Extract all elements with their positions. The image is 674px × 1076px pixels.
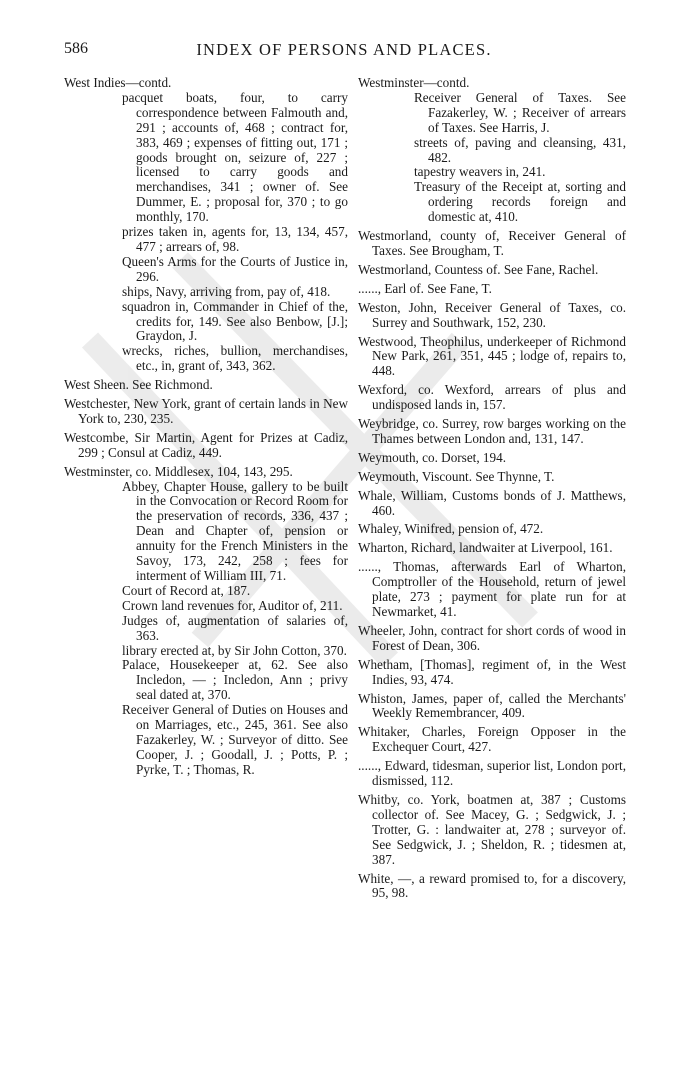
- index-subentry: Palace, Housekeeper at, 62. See also Incledon, — ; Incledon, Ann ; privy seal dated at, 370.: [122, 657, 348, 703]
- index-entry: Whetham, [Thomas], regiment of, in the West Indies, 93, 474.: [358, 656, 626, 687]
- index-subentry: squadron in, Commander in Chief of the, credits for, 149. See also Benbow, [J.]; Graydon, J.: [122, 298, 348, 344]
- index-entry: Westmorland, county of, Receiver General of Taxes. See Brougham, T.: [358, 228, 626, 258]
- index-entry: Westwood, Theophilus, underkeeper of Richmond New Park, 261, 351, 445 ; lodge of, repairs to, 448.: [358, 333, 626, 379]
- index-subentry: pacquet boats, four, to carry correspondence between Falmouth and, 291 ; accounts of, 468 ; contract for, 383, 469 ; expenses of fitting out, 171 ; goods brought on, seizure of, 227 ; licensed to carry goods and merchandises, 341 ; owner of. See Dummer, E. ; proposal for, 370 ; to go monthly, 170.: [122, 89, 348, 225]
- index-subentry: ships, Navy, arriving from, pay of, 418.: [122, 283, 331, 299]
- index-entry: Westchester, New York, grant of certain lands in New York to, 230, 235.: [64, 396, 348, 426]
- index-entry: Whitby, co. York, boatmen at, 387 ; Customs collector of. See Macey, G. ; Sedgwick, J. ; Trotter, G. : landwaiter at, 278 ; surveyor of. See Sedgwick, J. ; Sheldon, R. ; tidesmen at, 387.: [358, 791, 626, 867]
- index-subentry: tapestry weavers in, 241.: [414, 164, 546, 180]
- index-entry: Whale, William, Customs bonds of J. Matthews, 460.: [358, 487, 626, 518]
- index-entry: Weybridge, co. Surrey, row barges working on the Thames between London and, 131, 147.: [358, 416, 626, 446]
- index-entry: Whaley, Winifred, pension of, 472.: [358, 521, 544, 537]
- index-entry: Whiston, James, paper of, called the Merchants' Weekly Remembrancer, 409.: [358, 690, 626, 721]
- index-entry: Weymouth, Viscount. See Thynne, T.: [358, 468, 555, 484]
- index-entry: ......, Thomas, afterwards Earl of Wharton, Comptroller of the Household, return of jewel plate, 273 ; payment for plate run for at Newmarket, 41.: [358, 559, 626, 619]
- index-entry: ......, Edward, tidesman, superior list, London port, dismissed, 112.: [358, 758, 626, 789]
- index-entry: Weston, John, Receiver General of Taxes, co. Surrey and Southwark, 152, 230.: [358, 299, 626, 330]
- page-title: INDEX OF PERSONS AND PLACES.: [196, 40, 492, 59]
- index-entry: ......, Earl of. See Fane, T.: [358, 280, 492, 296]
- index-subentry: Queen's Arms for the Courts of Justice in, 296.: [122, 253, 348, 284]
- index-subentry: Receiver General of Duties on Houses and on Marriages, etc., 245, 361. See also Fazakerley, W. ; Surveyor of ditto. See Cooper, J. ; Goodall, J. ; Potts, P. ; Pyrke, T. ; Thomas, R.: [122, 702, 348, 777]
- index-entry: Wexford, co. Wexford, arrears of plus and undisposed lands in, 157.: [358, 382, 626, 413]
- index-entry: White, —, a reward promised to, for a discovery, 95, 98.: [358, 870, 626, 901]
- right-index-column: [358, 76, 626, 901]
- index-entry: West Indies—contd.: [64, 75, 172, 90]
- page-header: [64, 40, 624, 60]
- left-index-column: [64, 76, 348, 778]
- index-subentry: prizes taken in, agents for, 13, 134, 457, 477 ; arrears of, 98.: [122, 224, 348, 254]
- page-number: 586: [64, 40, 88, 57]
- index-entry: Westminster, co. Middlesex, 104, 143, 295.: [64, 463, 293, 479]
- index-entry: Wharton, Richard, landwaiter at Liverpool, 161.: [358, 540, 613, 556]
- index-entry: West Sheen. See Richmond.: [64, 377, 213, 393]
- index-subentry: Court of Record at, 187.: [122, 582, 251, 598]
- index-subentry: Crown land revenues for, Auditor of, 211.: [122, 597, 343, 613]
- index-subentry: Receiver General of Taxes. See Fazakerley, W. ; Receiver of arrears of Taxes. See Harris, J.: [414, 89, 626, 135]
- index-entry: Whitaker, Charles, Foreign Opposer in the Exchequer Court, 427.: [358, 724, 626, 755]
- index-subentry: streets of, paving and cleansing, 431, 482.: [414, 134, 626, 165]
- index-subentry: Treasury of the Receipt at, sorting and ordering records foreign and domestic at, 410.: [414, 179, 626, 225]
- index-entry: Westcombe, Sir Martin, Agent for Prizes at Cadiz, 299 ; Consul at Cadiz, 449.: [64, 429, 348, 460]
- index-subentry: Judges of, augmentation of salaries of, 363.: [122, 612, 348, 643]
- index-subentry: wrecks, riches, bullion, merchandises, etc., in, grant of, 343, 362.: [122, 343, 348, 374]
- index-subentry: Abbey, Chapter House, gallery to be built in the Convocation or Record Room for the preservation of records, 336, 437 ; Dean and Chapter of, pension or annuity for the French Ministers in the Savoy, 173, 242, 258 ; fees for interment of William III, 71.: [122, 478, 348, 583]
- index-entry: Wheeler, John, contract for short cords of wood in Forest of Dean, 306.: [358, 622, 626, 653]
- index-entry: Weymouth, co. Dorset, 194.: [358, 449, 507, 465]
- index-subentry: library erected at, by Sir John Cotton, 370.: [122, 642, 347, 658]
- index-entry: Westminster—contd.: [358, 75, 470, 90]
- index-entry: Westmorland, Countess of. See Fane, Rachel.: [358, 261, 599, 277]
